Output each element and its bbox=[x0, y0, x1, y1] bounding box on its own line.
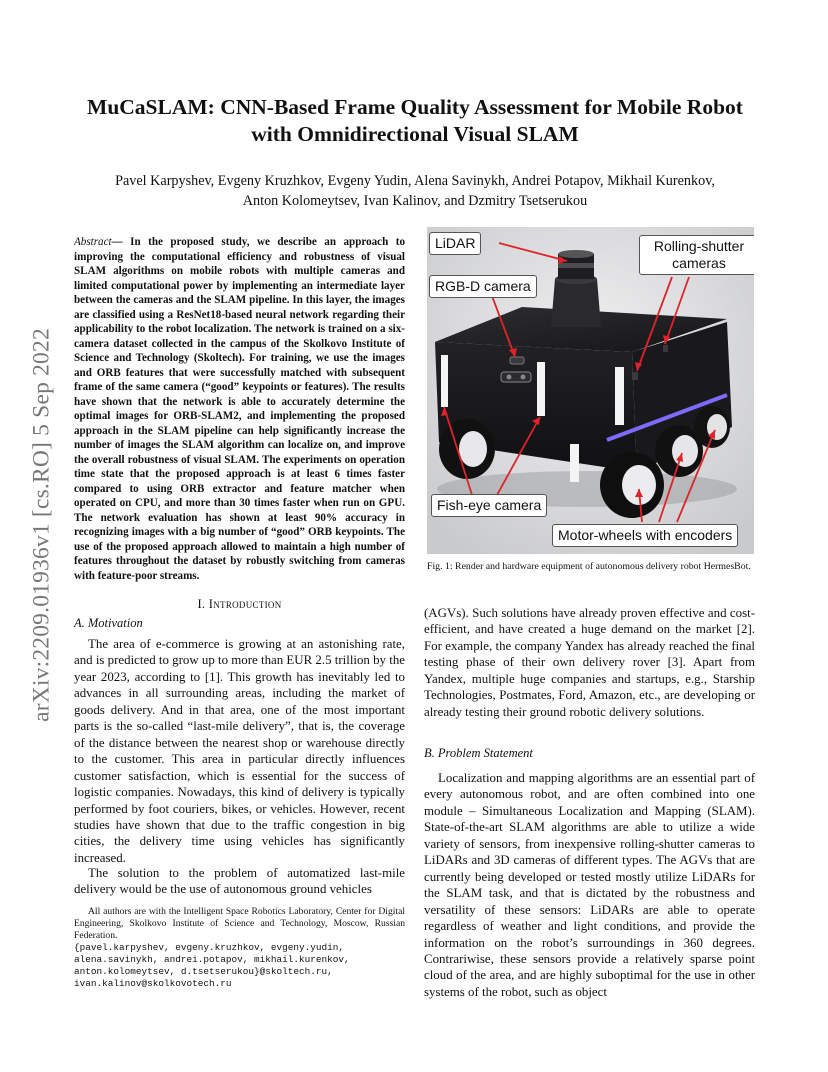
paragraph-solution: The solution to the problem of automatized last-mile delivery would be the use of autonomous ground vehicles bbox=[74, 866, 405, 897]
label-motor-wheels: Motor-wheels with encoders bbox=[552, 524, 738, 547]
abstract bbox=[74, 235, 405, 583]
rgbd-camera bbox=[510, 357, 524, 364]
abstract-label: Abstract bbox=[74, 236, 112, 248]
abstract-text: — In the proposed study, we describe an approach to improving the computational efficiency and robustness of visual SLAM algorithms on mobile robots with multiple cameras and limited computational power by implementing an intermediate layer between the cameras and the SLAM pipeline. In this layer, the images are classified using a ResNet18-based neural network regarding their applicability to the robot localization. The network is trained on a six-camera dataset collected in the campus of the Skolkovo Institute of Science and Technology (Skoltech). For training, we use the images and ORB features that were successfully matched with subsequent frame of the same camera (“good” keypoints or features). The results have shown that the network is able to accurately determine the optimal images for ORB-SLAM2, and implementing the proposed approach in the SLAM pipeline can help significantly increase the number of images the SLAM algorithm can localize on, and improve the overall robustness of visual SLAM. The experiments on operation time state that the proposed approach is at least 6 times faster compared to using ORB extractor and feature matcher when operated on CPU, and more than 30 times faster when run on GPU. The network evaluation has shown at least 90% accuracy in recognizing images with a big number of “good” ORB keypoints. The use of the proposed approach allowed to maintain a high number of features throughout the dataset by robustly switching from cameras with feature-poor streams. bbox=[74, 236, 405, 582]
light-bar-lower bbox=[570, 444, 579, 482]
section-heading-text: I. Introduction bbox=[197, 597, 282, 611]
camera-lens-1 bbox=[507, 375, 512, 380]
label-rgbd-camera: RGB-D camera bbox=[429, 275, 537, 298]
paragraph-motivation: The area of e-commerce is growing at an astonishing rate, and is predicted to grow up to more than EUR 2.5 trillion by the year 2023, according to [1]. This growth has inevitably led to advances in all surrounding areas, including the market of goods delivery. And in that area, one of the most important parts is the so-called “last-mile delivery”, that is, the coverage of the distance between the nearest shop or warehouse directly to the customer. This area in particular directly influences customer satisfaction, which is essential for the success of logistic companies. Nowadays, this kind of delivery is typically performed by foot couriers, bikes, or vehicles. However, recent studies have shown that due to the traffic congestion in big cities, the delivery time using vehicles has significantly increased. bbox=[74, 637, 405, 865]
title-line-1: MuCaSLAM: CNN-Based Frame Quality Assessment for Mobile Robot bbox=[87, 95, 743, 119]
hub-front-right bbox=[622, 465, 656, 505]
label-fisheye-camera: Fish-eye camera bbox=[431, 494, 547, 517]
label-lidar: LiDAR bbox=[429, 232, 481, 255]
light-bar-left bbox=[441, 355, 448, 407]
hub-front-left bbox=[459, 431, 487, 467]
section-heading-introduction bbox=[74, 597, 405, 612]
camera-lens-2 bbox=[521, 375, 526, 380]
subsection-heading-motivation: A. Motivation bbox=[74, 616, 143, 630]
light-bar-mid bbox=[537, 362, 545, 416]
lidar-sensor-top bbox=[558, 250, 594, 258]
front-camera-module bbox=[501, 372, 531, 382]
title-line-2: with Omnidirectional Visual SLAM bbox=[251, 122, 579, 146]
author-list bbox=[70, 172, 760, 211]
footnote-emails: {pavel.karpyshev, evgeny.kruzhkov, evgeny.yudin, alena.savinykh, andrei.potapov, mikhail.kurenkov, anton.kolomeytsev, d.tsetserukou}@skoltech.ru, ivan.kalinov@skolkovotech.ru bbox=[74, 942, 350, 989]
authors-line-1: Pavel Karpyshev, Evgeny Kruzhkov, Evgeny Yudin, Alena Savinykh, Andrei Potapov, Mikhail Kurenkov, bbox=[115, 173, 715, 189]
lidar-mount bbox=[551, 279, 601, 327]
label-rolling-line2: cameras bbox=[672, 255, 726, 271]
label-rolling-line1: Rolling-shutter bbox=[653, 238, 745, 254]
figure-caption: Fig. 1: Render and hardware equipment of autonomous delivery robot HermesBot. bbox=[427, 561, 751, 572]
side-camera bbox=[632, 372, 638, 380]
paper-title bbox=[70, 94, 760, 148]
paragraph-problem-statement: Localization and mapping algorithms are an essential part of every autonomous robot, and are often combined into one module – Simultaneous Localization and Mapping (SLAM). State-of-the-art SLAM algorithms are able to utilize a wide variety of sensors, from inexpensive rolling-shutter cameras to LiDARs and 3D cameras of different types. The AGVs that are currently being developed or tested mostly utilize LiDARs for the SLAM task, and that is dictated by the robustness and versatility of these sensors: LiDARs are able to operate regardless of weather and light conditions, and provide the information on the robot’s surroundings in 360 degrees. Contrariwise, these sensors provide a relatively sparse point cloud of the area, and are highly suboptimal for the use in other systems of the robot, such as object bbox=[424, 771, 755, 999]
paragraph-agvs: (AGVs). Such solutions have already proven effective and cost-efficient, and have created a huge demand on the market [2]. For example, the company Yandex has already reached the final testing phase of their own delivery rover [3]. Apart from Yandex, multiple huge companies and startups, e.g., Starship Technologies, Postmates, Ford, Amazon, etc., are developing or already testing their ground robotic delivery solutions. bbox=[424, 606, 755, 719]
footnote bbox=[74, 906, 405, 990]
footnote-affiliation: All authors are with the Intelligent Space Robotics Laboratory, Center for Digital Engineering, Skolkovo Institute of Science and Technology, Moscow, Russian Federation. bbox=[74, 906, 405, 941]
authors-line-2: Anton Kolomeytsev, Ivan Kalinov, and Dzmitry Tsetserukou bbox=[242, 192, 588, 209]
side-camera-2 bbox=[663, 345, 668, 352]
label-rolling-shutter bbox=[639, 235, 754, 275]
robot-figure bbox=[427, 227, 754, 554]
subsection-heading-problem: B. Problem Statement bbox=[424, 746, 533, 760]
light-bar-right bbox=[615, 367, 624, 425]
hub-mid-right bbox=[672, 435, 698, 467]
arxiv-identifier bbox=[28, 290, 55, 760]
lidar-band bbox=[558, 263, 594, 268]
arxiv-identifier-text: arXiv:2209.01936v1 [cs.RO] 5 Sep 2022 bbox=[28, 328, 55, 722]
